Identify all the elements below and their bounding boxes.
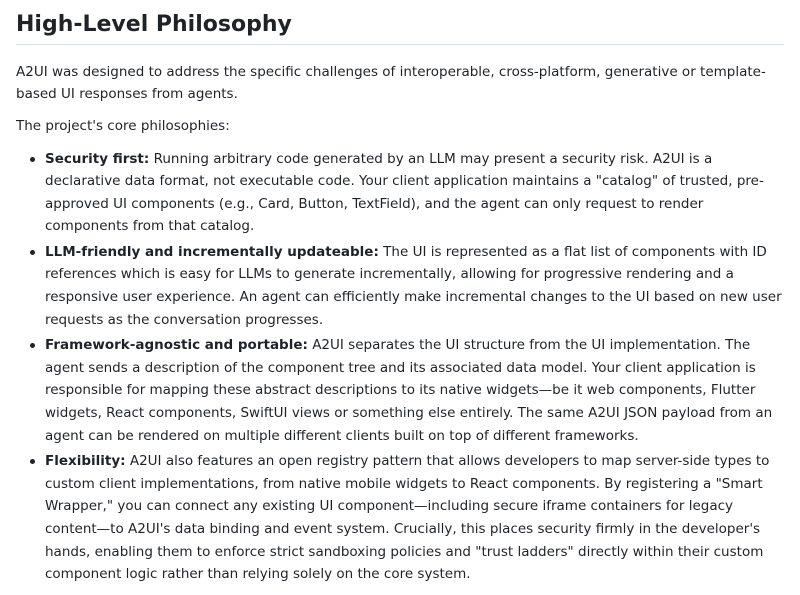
philosophy-text: Running arbitrary code generated by an LLM may present a security risk. A2UI is a declarative data format, not executable code. Your client application maintains a "catalog" of trusted, pre-approved UI components (e.g., Card, Button, TextField), and the agent can only request to render components from that catalog. [45, 150, 764, 235]
core-philosophies-intro: The project's core philosophies: [16, 118, 230, 134]
bullet-icon [30, 459, 35, 464]
philosophy-item-framework-agnostic [45, 334, 784, 447]
philosophy-title: Flexibility: [45, 453, 126, 470]
philosophy-list [16, 148, 784, 586]
philosophy-title: Framework-agnostic and portable: [45, 337, 308, 354]
philosophy-text: A2UI also features an open registry pattern that allows developers to map server-side types to custom client implementations, from native mobile widgets to React components. By registering a "Smart Wrapper," you can connect any existing UI component—including secure iframe containers for legacy content—to A2UI's data binding and event system. Crucially, this places security firmly in the developer's hands, enabling them to enforce strict sandboxing policies and "trust ladders" directly within their custom component logic rather than relying solely on the core system. [45, 453, 770, 583]
intro-paragraph: A2UI was designed to address the specific challenges of interoperable, cross-platform, generative or template-based UI responses from agents. [16, 64, 766, 102]
philosophy-item-llm-friendly [45, 241, 784, 331]
bullet-icon [30, 250, 35, 255]
bullet-icon [30, 343, 35, 348]
philosophy-text: A2UI separates the UI structure from the UI implementation. The agent sends a description of the component tree and its associated data model. Your client application is responsible for mapping these abstract descriptions to its native widgets—be it web components, Flutter widgets, React components, SwiftUI views or something else entirely. The same A2UI JSON payload from an agent can be rendered on multiple different clients built on top of different frameworks. [45, 337, 773, 444]
philosophy-text: The UI is represented as a flat list of components with ID references which is easy for LLMs to generate incrementally, allowing for progressive rendering and a responsive user experience. An agent can efficiently make incremental changes to the UI based on new user requests as the conversation progresses. [45, 243, 782, 328]
philosophy-item-flexibility [45, 450, 784, 586]
section-heading: High-Level Philosophy [16, 10, 784, 45]
philosophy-item-security [45, 148, 784, 238]
philosophy-title: Security first: [45, 150, 150, 167]
bullet-icon [30, 157, 35, 162]
philosophy-title: LLM-friendly and incrementally updateable: [45, 243, 379, 260]
